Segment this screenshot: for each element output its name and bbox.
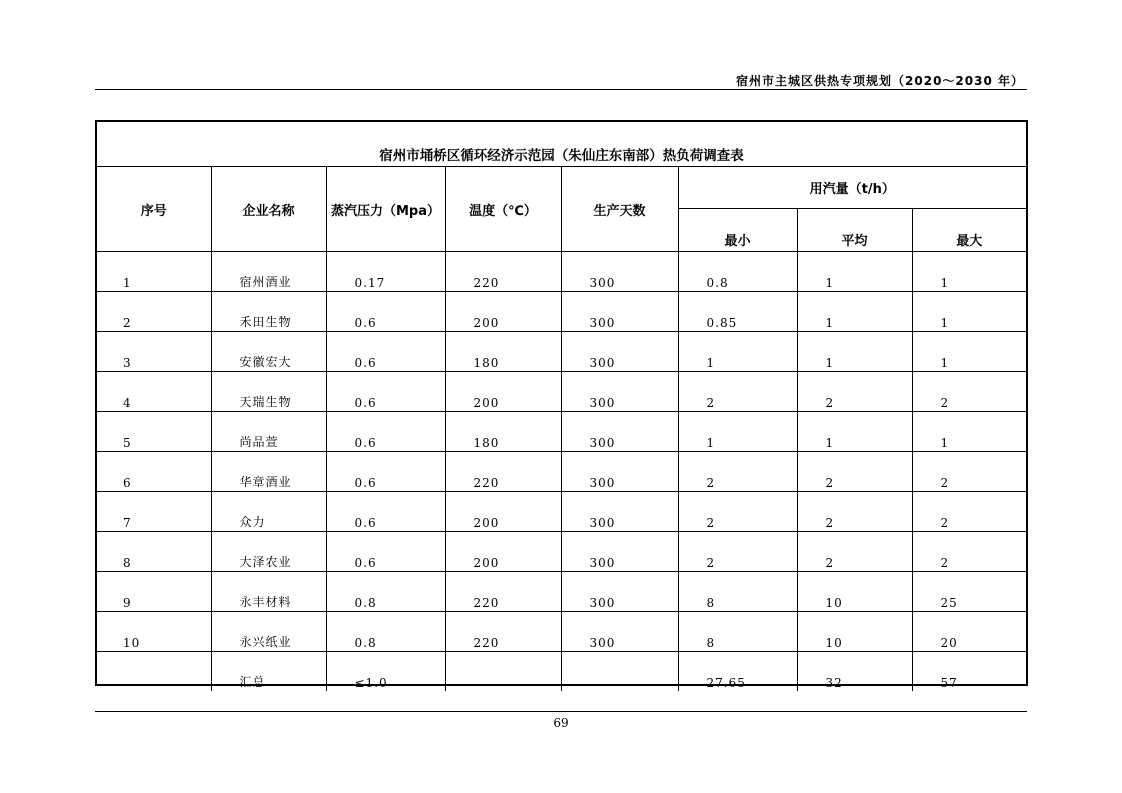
table-row — [97, 612, 1026, 652]
total-min: 27.65 — [678, 652, 797, 692]
footer-rule — [95, 711, 1027, 712]
cell-avg: 1 — [797, 332, 912, 372]
cell-avg: 2 — [797, 532, 912, 572]
survey-table-grid — [97, 122, 1026, 691]
cell-temperature: 200 — [445, 492, 561, 532]
column-header-days: 生产天数 — [561, 167, 678, 252]
cell-days: 300 — [561, 492, 678, 532]
cell-index: 4 — [97, 372, 211, 412]
cell-company: 安徽宏大 — [211, 332, 326, 372]
cell-pressure: 0.8 — [326, 572, 445, 612]
cell-min: 0.85 — [678, 292, 797, 332]
cell-company: 永丰材料 — [211, 572, 326, 612]
cell-avg: 1 — [797, 292, 912, 332]
cell-min: 8 — [678, 572, 797, 612]
cell-avg: 1 — [797, 252, 912, 292]
cell-min: 0.8 — [678, 252, 797, 292]
cell-company: 禾田生物 — [211, 292, 326, 332]
cell-min: 2 — [678, 532, 797, 572]
cell-avg: 2 — [797, 452, 912, 492]
cell-pressure: 0.8 — [326, 612, 445, 652]
cell-pressure: 0.6 — [326, 292, 445, 332]
cell-company: 天瑞生物 — [211, 372, 326, 412]
cell-temperature: 200 — [445, 532, 561, 572]
cell-temperature: 220 — [445, 252, 561, 292]
cell-temperature: 220 — [445, 452, 561, 492]
table-row — [97, 292, 1026, 332]
cell-index: 7 — [97, 492, 211, 532]
cell-avg: 1 — [797, 412, 912, 452]
cell-min: 8 — [678, 612, 797, 652]
cell-index: 6 — [97, 452, 211, 492]
column-header-index: 序号 — [97, 167, 211, 252]
header-rule — [95, 89, 1027, 90]
cell-max: 1 — [912, 292, 1026, 332]
table-row — [97, 492, 1026, 532]
cell-company: 华章酒业 — [211, 452, 326, 492]
cell-days: 300 — [561, 332, 678, 372]
cell-pressure: 0.6 — [326, 532, 445, 572]
table-row — [97, 372, 1026, 412]
cell-temperature: 220 — [445, 572, 561, 612]
cell-days: 300 — [561, 532, 678, 572]
column-header-company: 企业名称 — [211, 167, 326, 252]
cell-avg: 10 — [797, 612, 912, 652]
table-row — [97, 532, 1026, 572]
table-row — [97, 412, 1026, 452]
cell-company: 尚品萱 — [211, 412, 326, 452]
cell-min: 2 — [678, 452, 797, 492]
cell-temperature: 180 — [445, 332, 561, 372]
table-row — [97, 452, 1026, 492]
heat-load-survey-table — [95, 120, 1028, 690]
cell-temperature: 200 — [445, 372, 561, 412]
cell-max: 2 — [912, 372, 1026, 412]
total-pressure: ≤1.0 — [326, 652, 445, 692]
table-row — [97, 332, 1026, 372]
cell-days: 300 — [561, 452, 678, 492]
cell-pressure: 0.6 — [326, 332, 445, 372]
cell-max: 2 — [912, 492, 1026, 532]
cell-max: 20 — [912, 612, 1026, 652]
column-header-temperature: 温度（℃） — [445, 167, 561, 252]
cell-max: 1 — [912, 412, 1026, 452]
running-header: 宿州市主城区供热专项规划（2020～2030 年） — [736, 74, 1024, 88]
cell-avg: 10 — [797, 572, 912, 612]
cell-pressure: 0.6 — [326, 452, 445, 492]
cell-days: 300 — [561, 572, 678, 612]
cell-avg: 2 — [797, 372, 912, 412]
cell-avg: 2 — [797, 492, 912, 532]
total-avg: 32 — [797, 652, 912, 692]
cell-index: 9 — [97, 572, 211, 612]
cell-index: 1 — [97, 252, 211, 292]
page-number: 69 — [553, 716, 569, 730]
total-days — [561, 652, 678, 692]
cell-max: 1 — [912, 252, 1026, 292]
cell-max: 2 — [912, 532, 1026, 572]
cell-days: 300 — [561, 412, 678, 452]
cell-days: 300 — [561, 612, 678, 652]
cell-index: 5 — [97, 412, 211, 452]
total-label: 汇总 — [211, 652, 326, 692]
table-row — [97, 252, 1026, 292]
cell-days: 300 — [561, 292, 678, 332]
cell-min: 1 — [678, 412, 797, 452]
cell-company: 众力 — [211, 492, 326, 532]
cell-company: 宿州酒业 — [211, 252, 326, 292]
cell-min: 2 — [678, 492, 797, 532]
total-max: 57 — [912, 652, 1026, 692]
table-title: 宿州市埇桥区循环经济示范园（朱仙庄东南部）热负荷调查表 — [97, 122, 1026, 167]
column-header-avg: 平均 — [797, 209, 912, 252]
cell-index: 10 — [97, 612, 211, 652]
column-header-min: 最小 — [678, 209, 797, 252]
table-total-row — [97, 652, 1026, 692]
cell-max: 25 — [912, 572, 1026, 612]
table-row — [97, 572, 1026, 612]
column-header-steam-usage: 用汽量（t/h） — [678, 167, 1026, 209]
cell-pressure: 0.6 — [326, 372, 445, 412]
cell-days: 300 — [561, 372, 678, 412]
cell-company: 大泽农业 — [211, 532, 326, 572]
cell-index: 2 — [97, 292, 211, 332]
cell-pressure: 0.6 — [326, 412, 445, 452]
column-header-max: 最大 — [912, 209, 1026, 252]
cell-pressure: 0.17 — [326, 252, 445, 292]
cell-temperature: 220 — [445, 612, 561, 652]
cell-max: 2 — [912, 452, 1026, 492]
total-temperature — [445, 652, 561, 692]
cell-days: 300 — [561, 252, 678, 292]
cell-min: 1 — [678, 332, 797, 372]
cell-max: 1 — [912, 332, 1026, 372]
total-index — [97, 652, 211, 692]
cell-index: 3 — [97, 332, 211, 372]
cell-company: 永兴纸业 — [211, 612, 326, 652]
column-header-pressure: 蒸汽压力（Mpa） — [326, 167, 445, 252]
cell-temperature: 200 — [445, 292, 561, 332]
cell-temperature: 180 — [445, 412, 561, 452]
cell-pressure: 0.6 — [326, 492, 445, 532]
cell-index: 8 — [97, 532, 211, 572]
cell-min: 2 — [678, 372, 797, 412]
